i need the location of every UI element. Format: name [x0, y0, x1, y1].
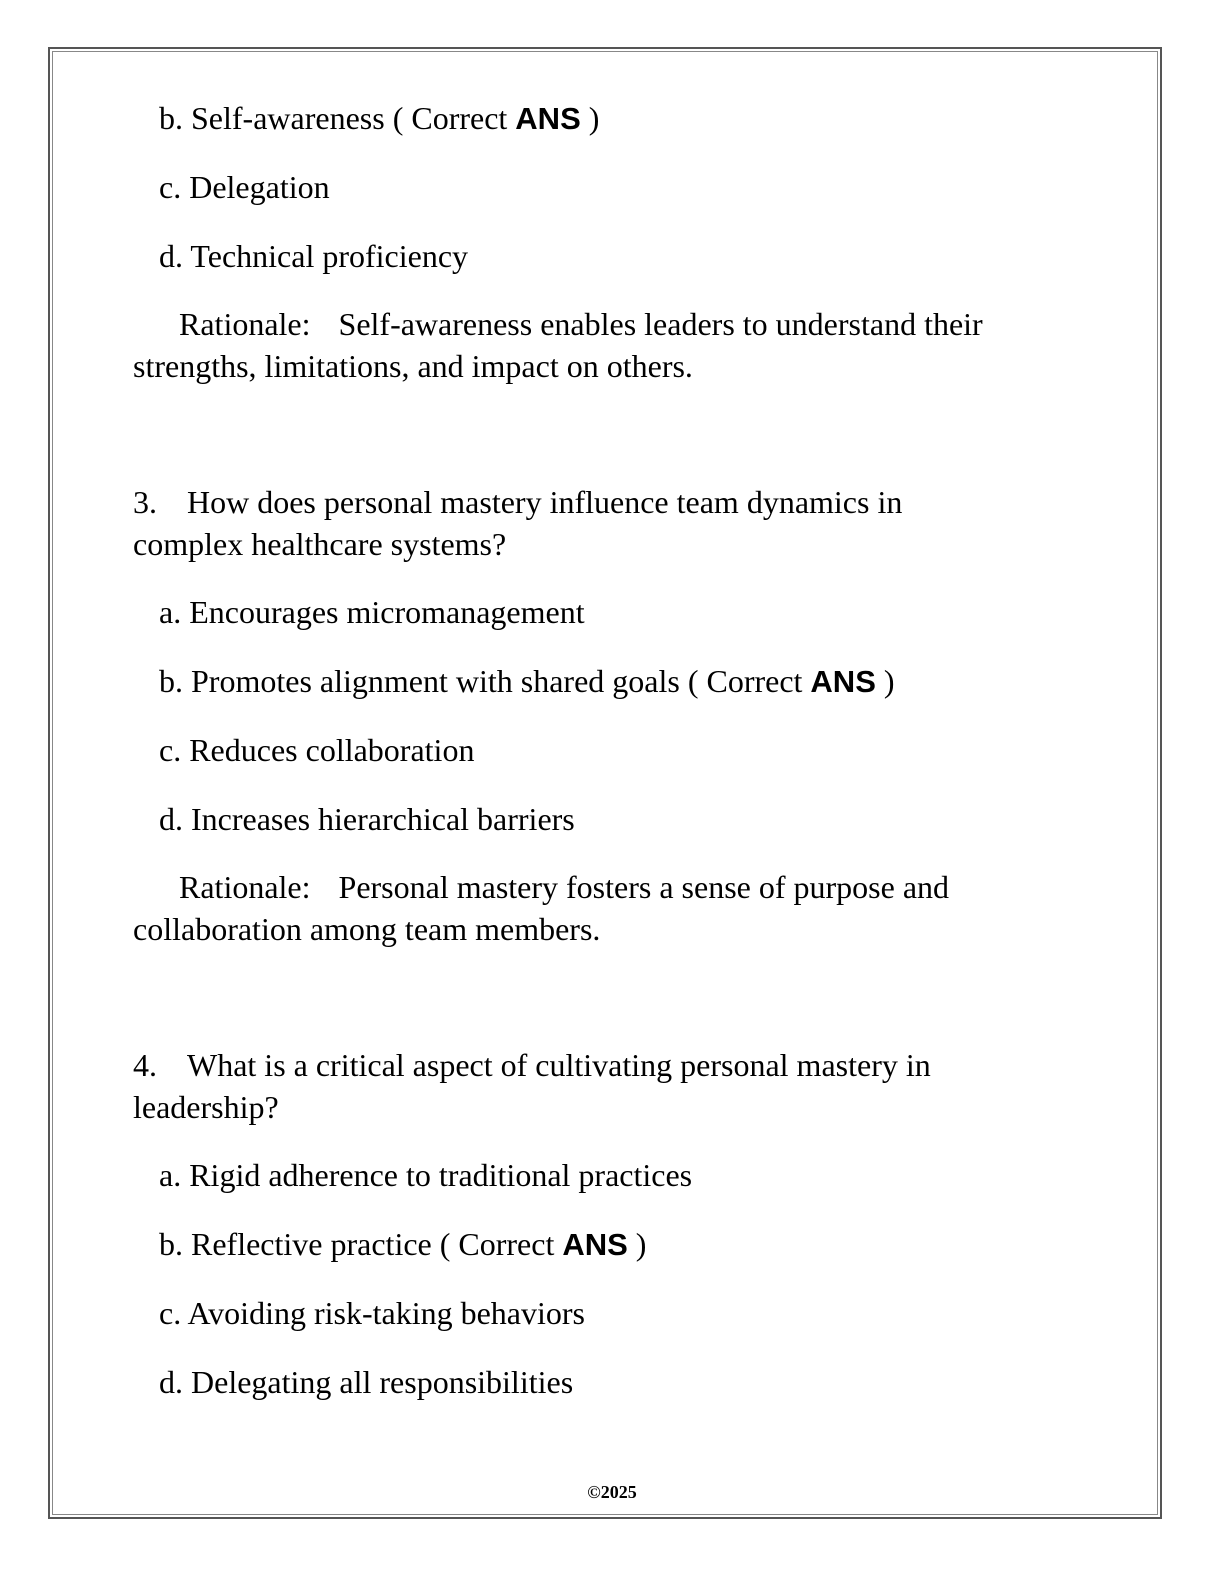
option-letter: b.	[159, 100, 183, 136]
option-text: Rigid adherence to traditional practices	[189, 1157, 693, 1193]
option-text: Encourages micromanagement	[189, 594, 585, 630]
correct-answer-tag: ANS	[562, 1227, 628, 1262]
correct-prefix: ( Correct	[439, 1226, 555, 1262]
option-c	[159, 729, 474, 771]
question-text: How does personal mastery influence team dynamics in	[187, 484, 903, 520]
rationale-text-cont: strengths, limitations, and impact on others.	[133, 348, 693, 384]
question-text: What is a critical aspect of cultivating personal mastery in	[187, 1047, 931, 1083]
option-letter: d.	[159, 238, 183, 274]
correct-prefix: ( Correct	[687, 663, 803, 699]
option-text: Delegation	[189, 169, 330, 205]
correct-suffix: )	[635, 1226, 647, 1262]
question-4	[133, 1044, 1093, 1128]
correct-suffix: )	[883, 663, 895, 699]
option-letter: b.	[159, 663, 183, 699]
option-letter: a.	[159, 594, 182, 630]
question-number: 4.	[133, 1047, 157, 1083]
option-text: Reflective practice	[191, 1226, 432, 1262]
option-a	[159, 1154, 692, 1196]
option-text: Reduces collaboration	[189, 732, 475, 768]
rationale-text-cont: collaboration among team members.	[133, 911, 601, 947]
option-c	[159, 166, 330, 208]
rationale-text: Personal mastery fosters a sense of purpose and	[338, 869, 950, 905]
option-letter: c.	[159, 1295, 182, 1331]
rationale-label: Rationale:	[179, 306, 311, 342]
option-letter: c.	[159, 169, 182, 205]
correct-answer-tag: ANS	[810, 664, 876, 699]
correct-prefix: ( Correct	[392, 100, 508, 136]
option-b-correct	[159, 97, 599, 140]
option-text: Self-awareness	[191, 100, 385, 136]
option-b-correct	[159, 1223, 646, 1266]
option-d	[159, 798, 575, 840]
correct-suffix: )	[588, 100, 600, 136]
option-letter: b.	[159, 1226, 183, 1262]
option-letter: d.	[159, 801, 183, 837]
option-b-correct	[159, 660, 895, 703]
option-text: Delegating all responsibilities	[191, 1364, 574, 1400]
rationale-text: Self-awareness enables leaders to understand their	[338, 306, 983, 342]
question-3	[133, 481, 1093, 565]
option-c	[159, 1292, 585, 1334]
option-text: Promotes alignment with shared goals	[191, 663, 680, 699]
question-text-cont: leadership?	[133, 1089, 279, 1125]
option-letter: a.	[159, 1157, 182, 1193]
option-d	[159, 235, 468, 277]
option-letter: c.	[159, 732, 182, 768]
correct-answer-tag: ANS	[515, 101, 581, 136]
option-text: Technical proficiency	[190, 238, 469, 274]
copyright-footer: ©2025	[587, 1482, 637, 1502]
option-a	[159, 591, 585, 633]
rationale-label: Rationale:	[179, 869, 311, 905]
option-letter: d.	[159, 1364, 183, 1400]
rationale	[133, 866, 1093, 950]
option-text: Avoiding risk-taking behaviors	[187, 1295, 585, 1331]
question-number: 3.	[133, 484, 157, 520]
option-text: Increases hierarchical barriers	[191, 801, 575, 837]
question-text-cont: complex healthcare systems?	[133, 526, 507, 562]
rationale	[133, 303, 1093, 387]
option-d	[159, 1361, 573, 1403]
